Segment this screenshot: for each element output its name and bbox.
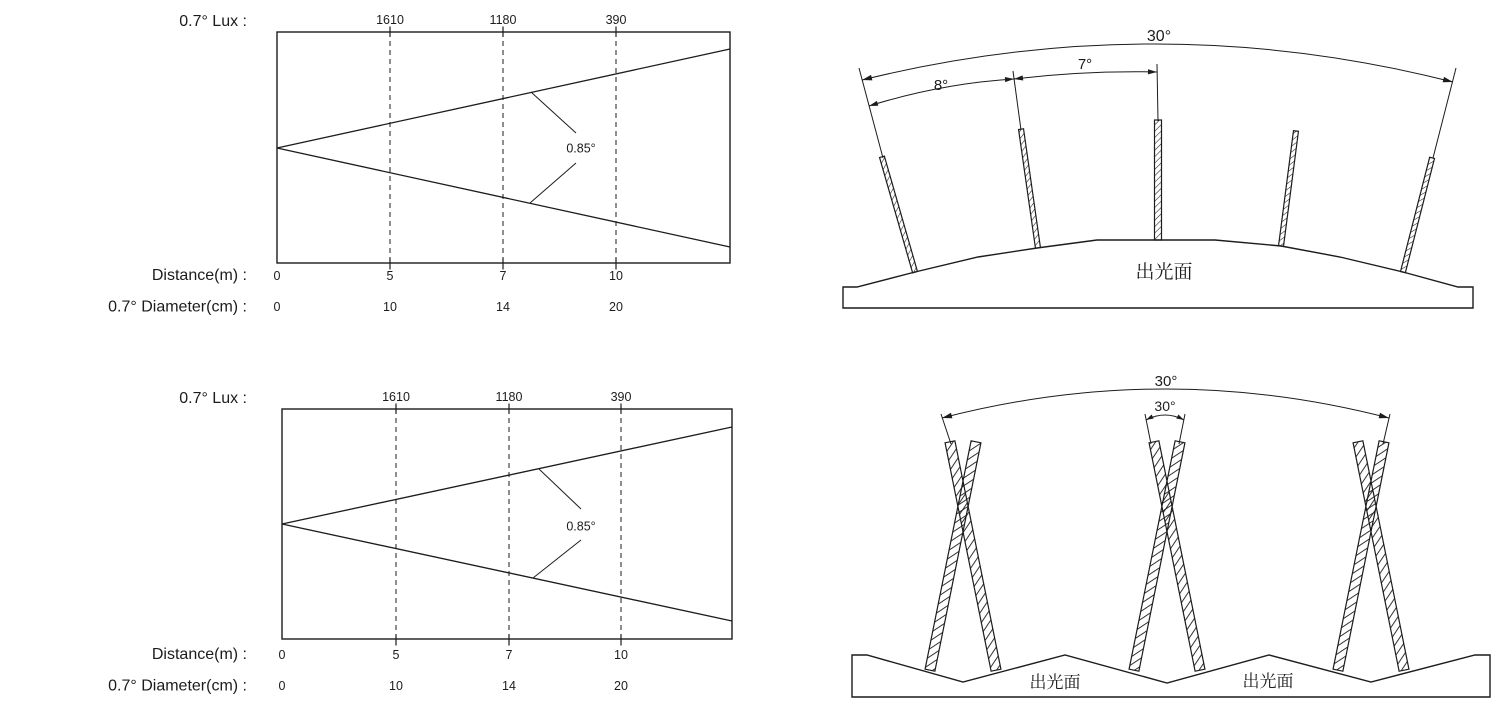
lux-value-1610: 1610 — [382, 390, 410, 404]
distance-axis-label: Distance(m) : — [151, 267, 247, 284]
diameter-axis-label: 0.7° Diameter(cm) : — [108, 298, 247, 316]
diameter-value-10: 10 — [389, 679, 403, 693]
distance-value-7: 7 — [499, 269, 507, 283]
rod-3-center — [1155, 120, 1162, 240]
diameter-value-14: 14 — [496, 300, 510, 314]
diameter-value-20: 20 — [609, 300, 623, 314]
pair-angle-label: 30° — [1154, 398, 1176, 414]
sawtooth-base-plate — [852, 655, 1490, 697]
rod-2 — [1019, 129, 1041, 249]
lux-value-390: 390 — [605, 13, 627, 27]
lux-axis-label: 0.7° Lux : — [179, 390, 247, 407]
lux-axis-label: 0.7° Lux : — [179, 13, 247, 30]
lux-value-1610: 1610 — [376, 13, 404, 27]
angle-leader-lower — [533, 540, 581, 578]
beam-diagram-bottom — [108, 390, 732, 695]
angle-leader-upper — [539, 469, 581, 509]
gap-angle-8-label: 8° — [933, 77, 949, 94]
diameter-value-0: 0 — [278, 679, 286, 693]
rod-4 — [1279, 131, 1299, 247]
span-angle-label: 30° — [1146, 28, 1172, 45]
diameter-value-14: 14 — [502, 679, 516, 693]
divergence-angle-label: 0.85° — [566, 141, 596, 156]
extension-line-right — [1383, 414, 1390, 444]
extension-line-rod-3 — [1157, 64, 1158, 121]
span-angle-label: 30° — [1154, 373, 1178, 390]
divergence-angle-label: 0.85° — [566, 519, 596, 534]
distance-value-7: 7 — [505, 648, 513, 662]
distance-value-5: 5 — [386, 269, 394, 283]
distance-value-5: 5 — [392, 648, 400, 662]
emitting-surface-label: 出光面 — [1135, 262, 1193, 283]
distance-value-10: 10 — [609, 269, 623, 283]
emitting-surface-label-left: 出光面 — [1029, 673, 1081, 692]
diameter-value-20: 20 — [614, 679, 628, 693]
extension-line-left — [941, 414, 951, 444]
chart-frame — [277, 32, 730, 263]
diameter-value-0: 0 — [273, 300, 281, 314]
lux-value-1180: 1180 — [495, 390, 523, 404]
crossed-rods-diagram — [852, 373, 1490, 697]
beam-lower-edge — [282, 524, 732, 621]
distance-value-0: 0 — [278, 648, 286, 662]
angle-leader-upper — [531, 92, 576, 133]
diameter-value-10: 10 — [383, 300, 397, 314]
tilted-rods-diagram — [843, 28, 1473, 308]
rod-1 — [880, 156, 918, 273]
beam-upper-edge — [282, 427, 732, 524]
rod-5 — [1401, 157, 1435, 273]
beam-diagram-top — [108, 13, 730, 316]
angle-leader-lower — [530, 163, 576, 203]
emitting-surface-label-right: 出光面 — [1242, 672, 1294, 691]
extension-line-rod-1 — [859, 68, 883, 158]
lux-value-390: 390 — [610, 390, 632, 404]
diameter-axis-label: 0.7° Diameter(cm) : — [108, 677, 247, 695]
chart-frame — [282, 409, 732, 639]
distance-value-10: 10 — [614, 648, 628, 662]
gap-angle-7-label: 7° — [1077, 56, 1093, 73]
distance-axis-label: Distance(m) : — [151, 646, 247, 663]
distance-value-0: 0 — [273, 269, 281, 283]
lux-value-1180: 1180 — [489, 13, 517, 27]
